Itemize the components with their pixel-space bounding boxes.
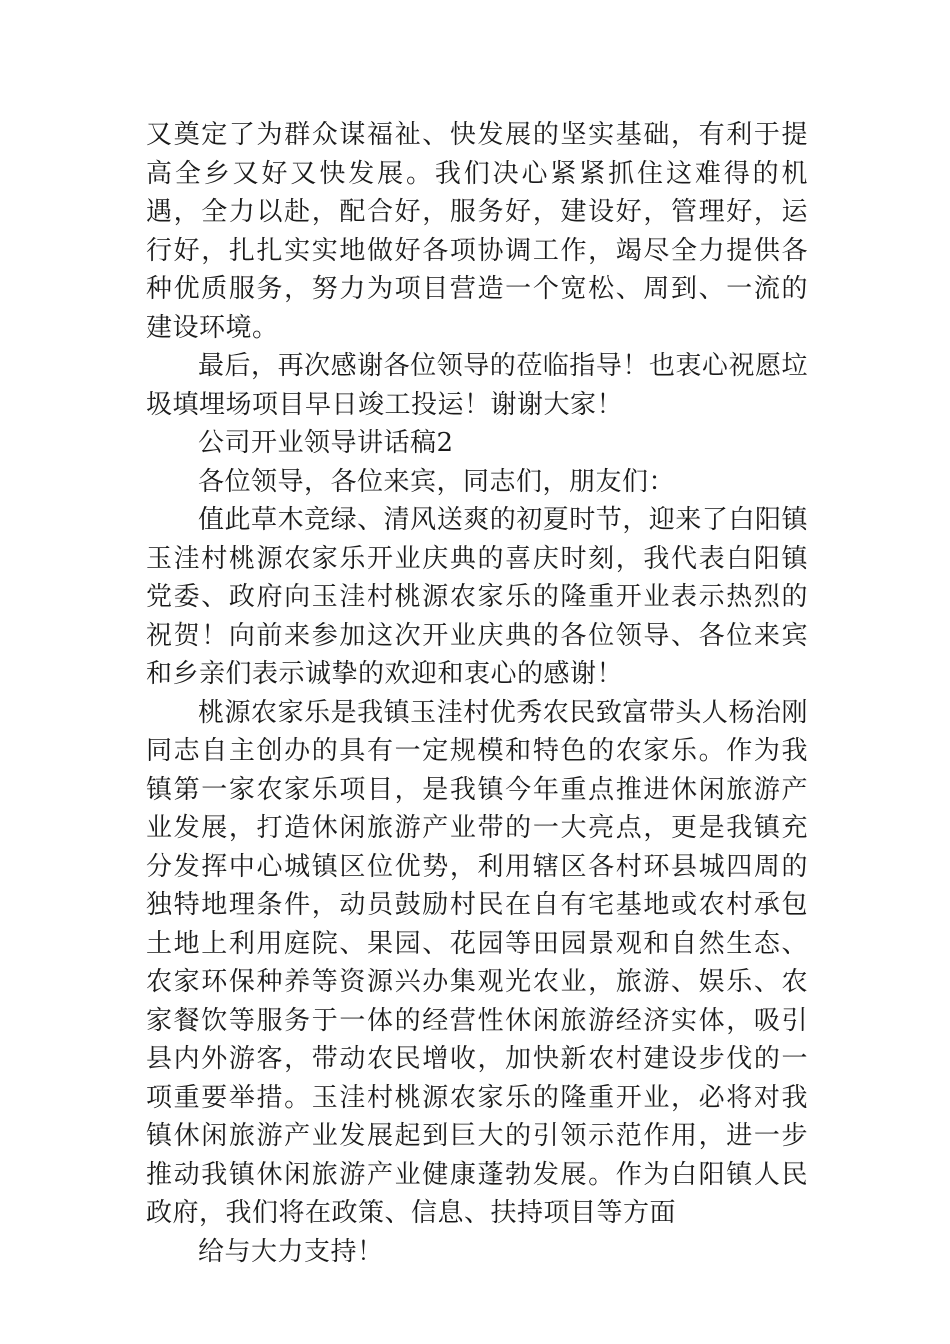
body-paragraph: 最后，再次感谢各位领导的莅临指导！也衷心祝愿垃圾填埋场项目早日竣工投运！谢谢大家！ (146, 351, 808, 420)
section-heading: 公司开业领导讲话稿2 (198, 428, 454, 458)
body-paragraph: 给与大力支持！ (198, 1236, 384, 1267)
salutation: 各位领导，各位来宾，同志们，朋友们： (198, 466, 676, 497)
body-paragraph: 值此草木竞绿、清风送爽的初夏时节，迎来了白阳镇玉洼村桃源农家乐开业庆典的喜庆时刻，我代表白阳镇党委、政府向玉洼村桃源农家乐的隆重开业表示热烈的祝贺！向前来参加这次开业庆典的各位领导、各位来宾和乡亲们表示诚挚的欢迎和衷心的感谢！ (146, 505, 808, 689)
body-paragraph: 又奠定了为群众谋福祉、快发展的坚实基础，有利于提高全乡又好又快发展。我们决心紧紧抓住这难得的机遇，全力以赴，配合好，服务好，建设好，管理好，运行好，扎扎实实地做好各项协调工作，竭尽全力提供各种优质服务，努力为项目营造一个宽松、周到、一流的建设环境。 (146, 120, 808, 343)
document-body (146, 116, 808, 1271)
body-paragraph: 桃源农家乐是我镇玉洼村优秀农民致富带头人杨治刚同志自主创办的具有一定规模和特色的农家乐。作为我镇第一家农家乐项目，是我镇今年重点推进休闲旅游产业发展，打造休闲旅游产业带的一大亮点，更是我镇充分发挥中心城镇区位优势，利用辖区各村环县城四周的独特地理条件，动员鼓励村民在自有宅基地或农村承包土地上利用庭院、果园、花园等田园景观和自然生态、农家环保种养等资源兴办集观光农业，旅游、娱乐、农家餐饮等服务于一体的经营性休闲旅游经济实体，吸引县内外游客，带动农民增收，加快新农村建设步伐的一项重要举措。玉洼村桃源农家乐的隆重开业，必将对我镇休闲旅游产业发展起到巨大的引领示范作用，进一步推动我镇休闲旅游产业健康蓬勃发展。作为白阳镇人民政府，我们将在政策、信息、扶持项目等方面 (146, 697, 808, 1228)
